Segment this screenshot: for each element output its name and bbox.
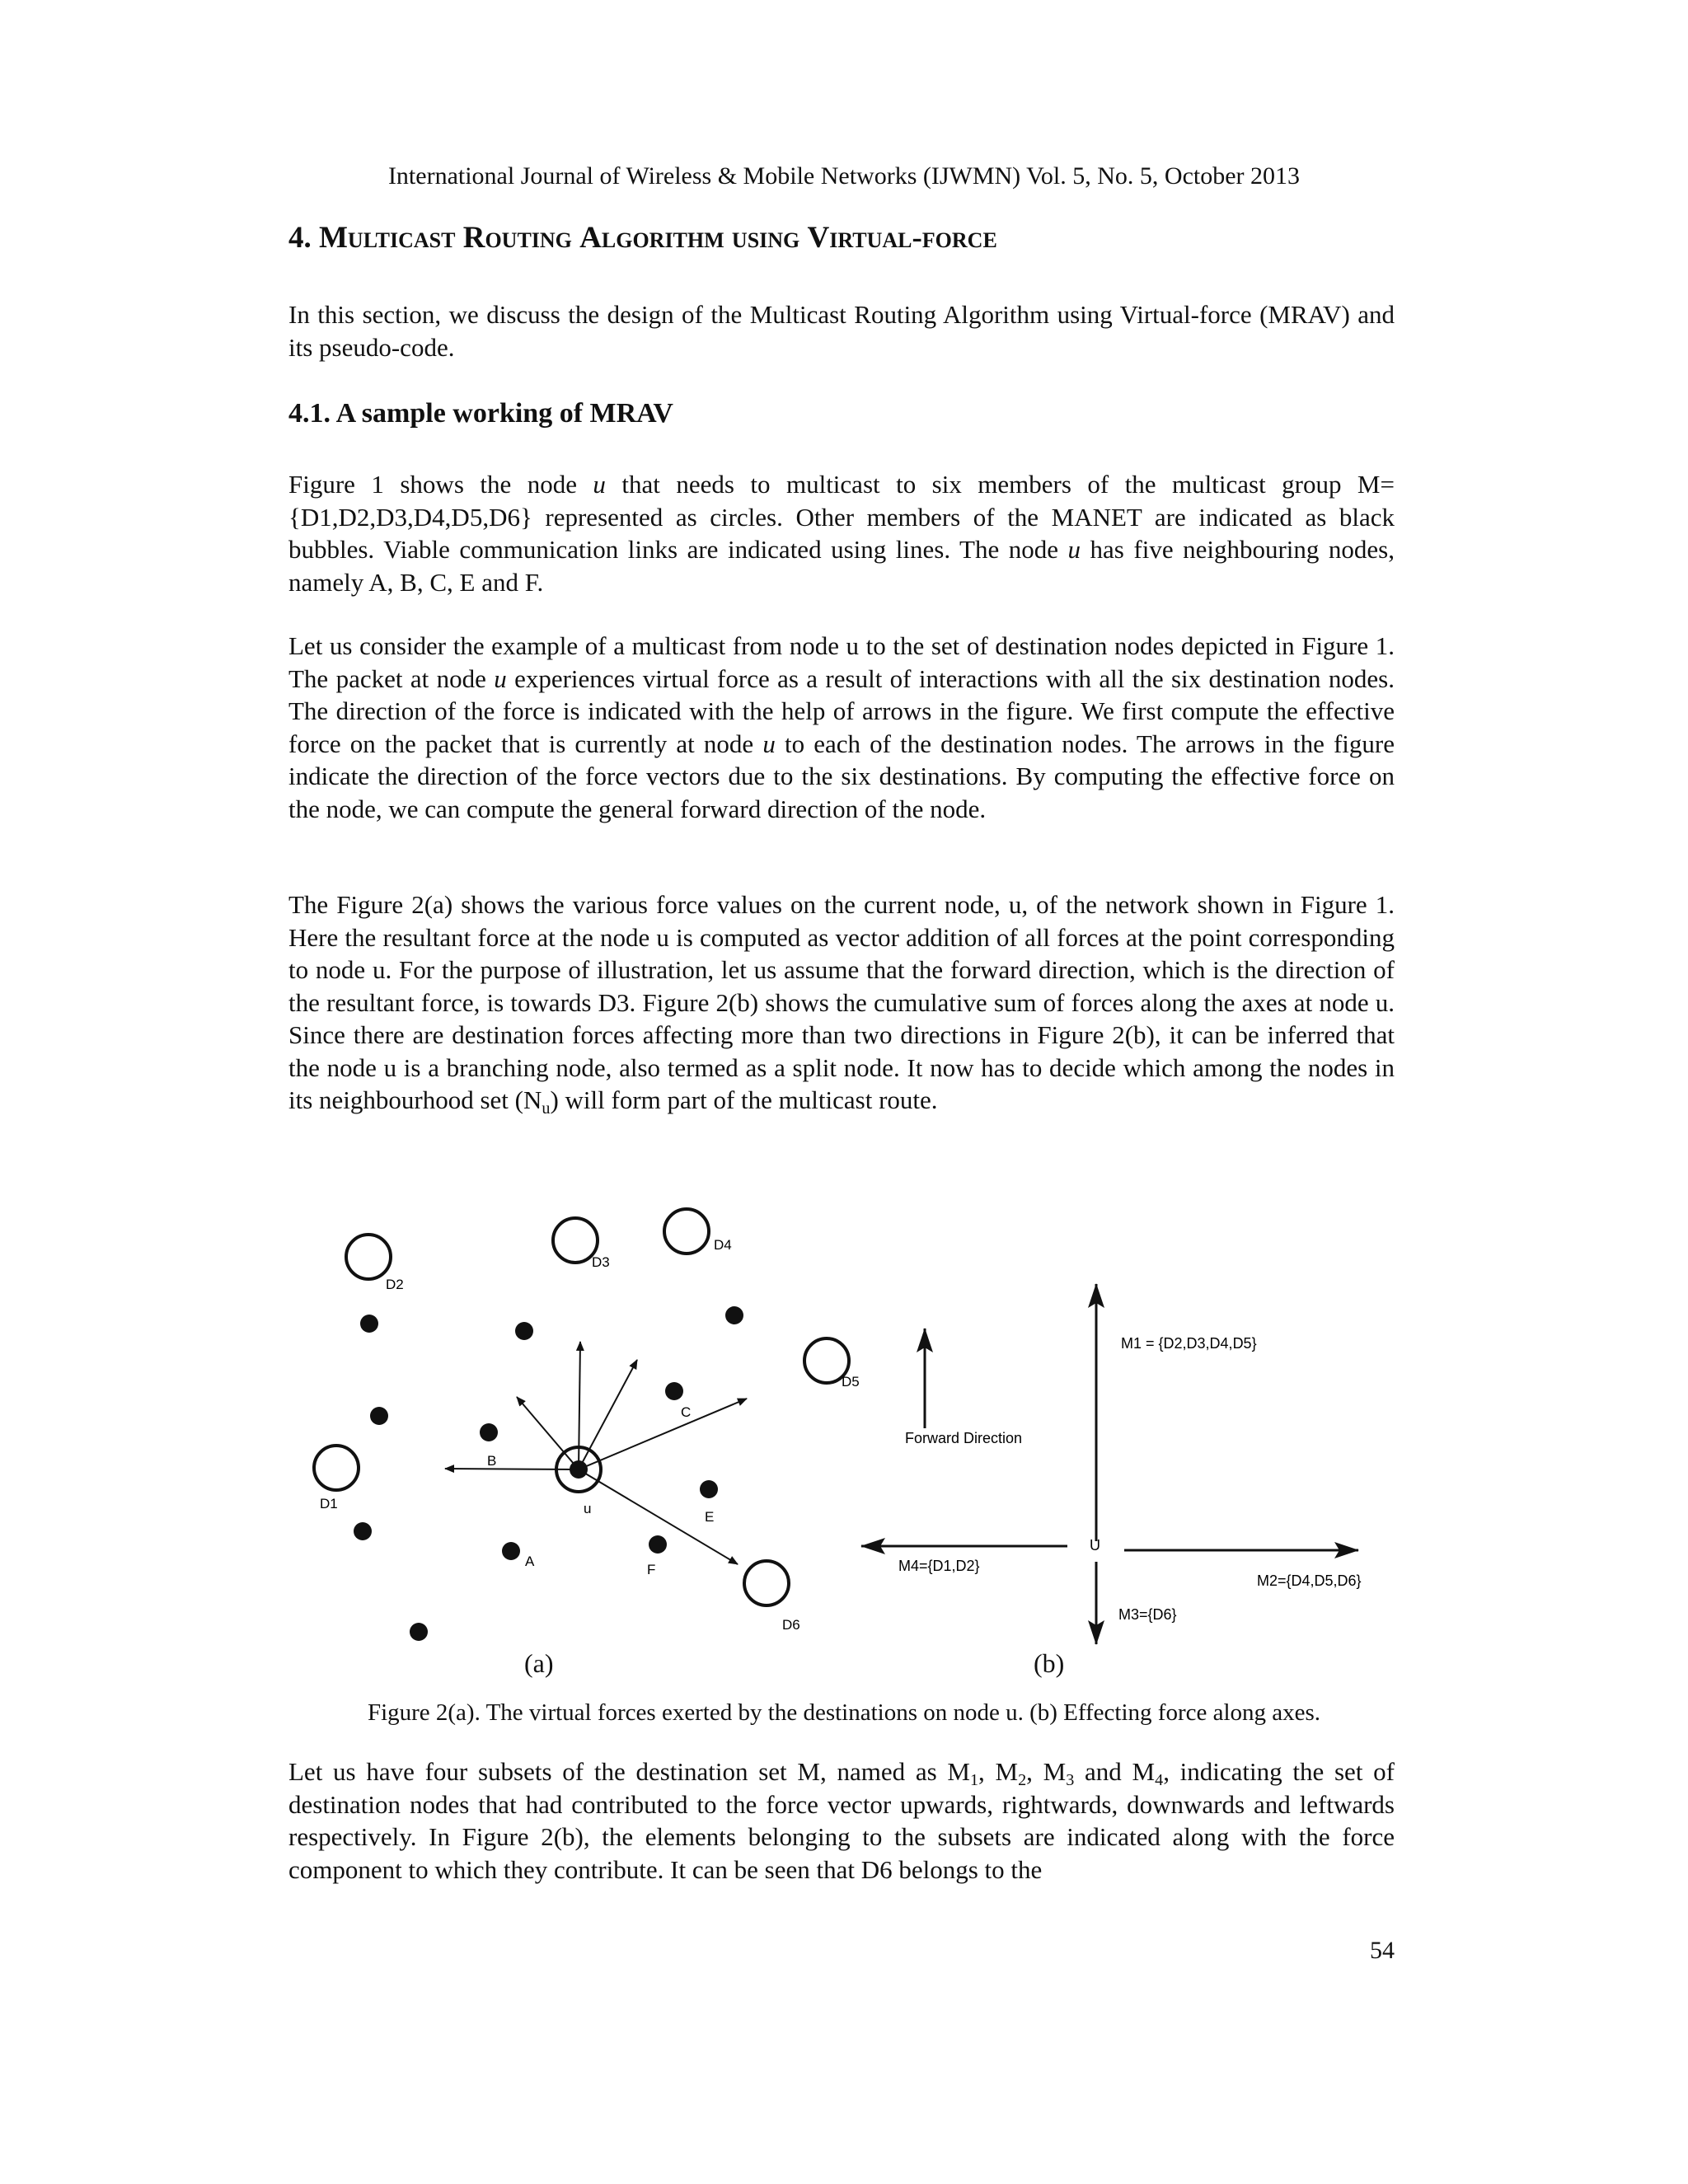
italic-u: u xyxy=(593,470,606,499)
manet-node xyxy=(515,1322,533,1340)
intro-paragraph xyxy=(288,298,1395,363)
label-m2: M2={D4,D5,D6} xyxy=(1257,1572,1362,1589)
text-run: , indicating the set of destination nodes that had contributed to the force vector upwards, rightwards, downwards and leftwards respectively. In Figure 2(b), the elements belonging to the subsets are indicated along with the force component to which they contribute. It can be seen that D6 belongs to the xyxy=(288,1757,1395,1884)
label-center-u: U xyxy=(1090,1537,1100,1554)
text-run: Let us have four subsets of the destination set M, named as M xyxy=(288,1757,970,1786)
text-run: to each of the destination nodes. The arrows in the figure indicate the direction of the force vectors due to the six destinations. By computing the effective force on the node, we can compute the general forward direction of the node. xyxy=(288,729,1395,823)
section-title-word: Routing xyxy=(462,221,572,255)
panel-a xyxy=(314,1209,860,1641)
neighbour-node-e xyxy=(700,1480,718,1498)
neighbour-node-c xyxy=(665,1382,683,1400)
figure-caption: Figure 2(a). The virtual forces exerted by the destinations on node u. (b) Effecting force along axes. xyxy=(367,1699,1321,1726)
text-run: The Figure 2(a) shows the various force values on the current node, u, of the network shown in Figure 1. Here the resultant force at the node u is computed as vector addition of all forces at the point corresponding to node u. For the purpose of illustration, let us assume that the forward direction, which is the direction of the resultant force, is towards D3. Figure 2(b) shows the cumulative sum of forces along the axes at node u. Since there are destination forces affecting more than two directions in Figure 2(b), it can be inferred that the node u is a branching node, also termed as a split node. It now has to decide which among the nodes in its neighbourhood set (N xyxy=(288,890,1395,1114)
label-d3: D3 xyxy=(592,1254,610,1270)
destination-node-d1 xyxy=(314,1446,359,1490)
paragraph-3 xyxy=(288,888,1395,1117)
intro-text: In this section, we discuss the design of the Multicast Routing Algorithm using Virtual-force (MRAV) and its pseudo-code. xyxy=(288,300,1395,362)
paragraph-4 xyxy=(288,1755,1395,1886)
label-a: A xyxy=(525,1554,535,1569)
section-number: 4. xyxy=(288,221,312,255)
manet-node xyxy=(410,1623,428,1641)
label-b: B xyxy=(487,1453,497,1469)
node-u xyxy=(570,1460,588,1479)
destination-node-d2 xyxy=(346,1235,391,1279)
force-arrow-d4 xyxy=(579,1360,637,1469)
text-run: , M xyxy=(1026,1757,1067,1786)
neighbour-node-a xyxy=(502,1542,520,1560)
label-d6: D6 xyxy=(782,1617,800,1633)
label-e: E xyxy=(705,1509,715,1525)
panel-a-label: (a) xyxy=(524,1648,554,1678)
neighbour-node-b xyxy=(480,1423,498,1441)
label-f: F xyxy=(647,1562,656,1577)
section-title-word: using xyxy=(731,221,800,255)
force-arrow-d2 xyxy=(517,1397,579,1469)
forward-direction-label: Forward Direction xyxy=(905,1430,1023,1446)
panel-b xyxy=(861,1284,1362,1644)
text-run: experiences virtual force as a result of interactions with all the six destination nodes. The direction of the force is indicated with the help of arrows in the figure. We first compute the effective force on the packet that is currently at node xyxy=(288,663,1395,758)
subscript: 1 xyxy=(969,1771,979,1789)
label-m3: M3={D6} xyxy=(1118,1606,1177,1623)
italic-u: u xyxy=(494,663,507,693)
subscript: u xyxy=(542,1099,551,1118)
section-heading xyxy=(288,219,997,257)
section-title-word: Algorithm xyxy=(579,221,724,255)
text-run: , M xyxy=(978,1757,1019,1786)
text-run: and M xyxy=(1074,1757,1156,1786)
manet-node xyxy=(725,1306,743,1324)
subscript: 4 xyxy=(1155,1771,1164,1789)
destination-node-d4 xyxy=(664,1209,709,1254)
neighbour-node-f xyxy=(649,1535,667,1554)
label-d4: D4 xyxy=(714,1237,732,1253)
destination-node-d6 xyxy=(744,1561,789,1605)
text-run: that needs to multicast to six members of the multicast group M={D1,D2,D3,D4,D5,D6} represented as circles. Other members of the MANET are indicated as black bubbles. Viable communication links are indicated using lines. The node xyxy=(288,470,1395,564)
label-d1: D1 xyxy=(320,1496,338,1511)
section-title-word: Virtual-force xyxy=(807,221,997,255)
label-c: C xyxy=(681,1404,692,1420)
subsection-heading: 4.1. A sample working of MRAV xyxy=(288,398,673,429)
manet-node xyxy=(360,1315,378,1333)
subscript: 3 xyxy=(1066,1771,1075,1789)
panel-b-label: (b) xyxy=(1034,1648,1065,1678)
text-run: Let us consider the example of a multicast from node u to the set of destination nodes depicted in Figure 1. The packet at node xyxy=(288,631,1395,693)
force-arrow-d5 xyxy=(579,1399,747,1469)
manet-node xyxy=(370,1407,388,1425)
label-m1: M1 = {D2,D3,D4,D5} xyxy=(1121,1335,1257,1352)
section-title-word: Multicast xyxy=(319,221,456,255)
figure-2 xyxy=(297,1203,1401,1690)
label-d2: D2 xyxy=(386,1277,404,1292)
page-number: 54 xyxy=(1370,1937,1395,1964)
manet-node xyxy=(354,1522,372,1540)
destination-node-d3 xyxy=(553,1218,598,1263)
subscript: 2 xyxy=(1018,1771,1027,1789)
italic-u: u xyxy=(1067,535,1081,564)
paragraph-1 xyxy=(288,468,1395,598)
text-run: ) will form part of the multicast route. xyxy=(550,1085,938,1114)
paragraph-2 xyxy=(288,630,1395,825)
text-run: Figure 1 shows the node xyxy=(288,470,593,499)
label-m4: M4={D1,D2} xyxy=(898,1558,980,1574)
label-d5: D5 xyxy=(842,1374,860,1390)
italic-u: u xyxy=(762,729,776,758)
force-arrow-d3 xyxy=(579,1342,580,1469)
running-header: International Journal of Wireless & Mobile Networks (IJWMN) Vol. 5, No. 5, October 2013 xyxy=(387,162,1301,190)
label-u: u xyxy=(584,1501,592,1516)
text-run: has five neighbouring nodes, namely A, B, C, E and F. xyxy=(288,535,1395,597)
